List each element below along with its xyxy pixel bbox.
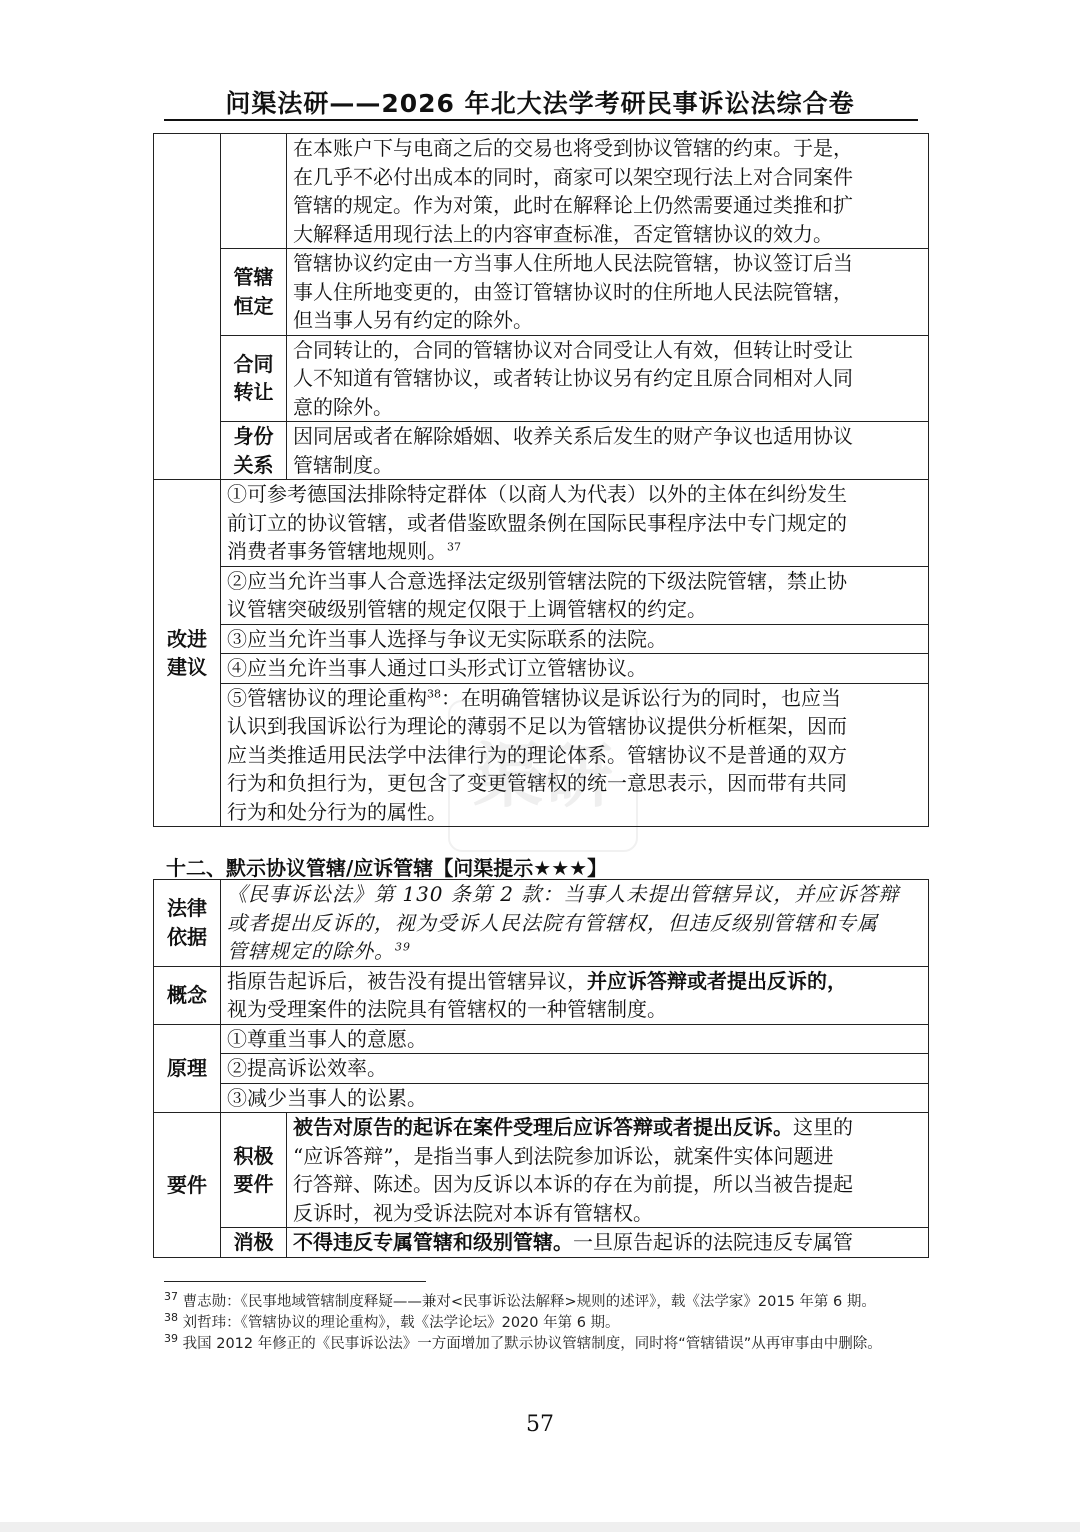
label-legal-basis: 法律 依据: [154, 880, 221, 967]
label-improvement-suggestions: 改进 建议: [154, 480, 221, 827]
footnote-rule: [164, 1281, 426, 1282]
continued-text-cell: 在本账户下与电商之后的交易也将受到协议管辖的约束。于是， 在几乎不必付出成本的同时，商家可以架空现行法上对合同案件 管辖的规定。作为对策，此时在解释论上仍然需要通过类推和扩 大解释适用现行法上的内容审查标准，否定管辖协议的效力。: [287, 134, 929, 249]
page-header-title: 问渠法研——2026 年北大法学考研民事诉讼法综合卷: [225, 89, 855, 118]
footnote: $^{38}$ 刘哲玮：《管辖协议的理论重构》，载《法学论坛》2020 年第 6 期。: [164, 1311, 620, 1331]
implied-jurisdiction-table: [153, 879, 929, 1258]
footnote: $^{39}$ 我国 2012 年修正的《民事诉讼法》一方面增加了默示协议管辖制度，同时将“管辖错误”从再审事由中删除。: [164, 1332, 882, 1352]
page-number: 57: [526, 1412, 554, 1437]
principle-item: ③减少当事人的讼累。: [221, 1083, 929, 1113]
principle-item: ①尊重当事人的意愿。: [221, 1024, 929, 1054]
suggestion-item: ②应当允许当事人合意选择法定级别管辖法院的下级法院管辖，禁止协 议管辖突破级别管辖的规定仅限于上调管辖权的约定。: [221, 566, 929, 624]
jurisdiction-constancy-text: 管辖协议约定由一方当事人住所地人民法院管辖，协议签订后当 事人住所地变更的，由签订管辖协议时的住所地人民法院管辖， 但当事人另有约定的除外。: [287, 249, 929, 336]
positive-requirement-text: 被告对原告的起诉在案件受理后应诉答辩或者提出反诉。这里的 “应诉答辩”，是指当事人到法院参加诉讼，就案件实体问题进 行答辩、陈述。因为反诉以本诉的存在为前提，所以当被告提起 反诉时，视为受诉法院对本诉有管辖权。: [287, 1113, 929, 1228]
label-contract-transfer: 合同 转让: [221, 335, 287, 422]
suggestion-item: ①可参考德国法排除特定群体（以商人为代表）以外的主体在纠纷发生 前订立的协议管辖，或者借鉴欧盟条例在国际民事程序法中专门规定的 消费者事务管辖地规则。$^{37}$: [221, 480, 929, 567]
identity-relation-text: 因同居或者在解除婚姻、收养关系后发生的财产争议也适用协议 管辖制度。: [287, 422, 929, 480]
section-title: 十二、默示协议管辖/应诉管辖【问渠提示★★★】: [166, 856, 608, 880]
label-positive-requirement: 积极 要件: [221, 1113, 287, 1228]
label-principle: 原理: [154, 1024, 221, 1113]
contract-transfer-text: 合同转让的，合同的管辖协议对合同受让人有效，但转让时受让 人不知道有管辖协议，或者转让协议另有约定且原合同相对人同 意的除外。: [287, 335, 929, 422]
footnote: $^{37}$ 曹志勋：《民事地域管辖制度释疑——兼对<民事诉讼法解释>规则的述评》，载《法学家》2015 年第 6 期。: [164, 1290, 876, 1310]
label-concept: 概念: [154, 966, 221, 1024]
agreement-jurisdiction-table: [153, 133, 929, 827]
page-bottom-edge: [0, 1522, 1080, 1532]
label-identity-relation: 身份 关系: [221, 422, 287, 480]
negative-requirement-text: 不得违反专属管辖和级别管辖。一旦原告起诉的法院违反专属管: [287, 1228, 929, 1258]
label-negative-requirement: 消极: [221, 1228, 287, 1258]
header-rule: [164, 119, 918, 121]
watermark-seal: 渠研: [448, 700, 638, 852]
concept-text: 指原告起诉后，被告没有提出管辖异议，并应诉答辩或者提出反诉的， 视为受理案件的法院具有管辖权的一种管辖制度。: [221, 966, 929, 1024]
legal-basis-text: 《民事诉讼法》第 130 条第 2 款：当事人未提出管辖异议，并应诉答辩 或者提出反诉的，视为受诉人民法院有管辖权，但违反级别管辖和专属 管辖规定的除外。$^{39}$: [221, 880, 929, 967]
footnotes: [164, 1292, 924, 1355]
label-jurisdiction-constancy: 管辖 恒定: [221, 249, 287, 336]
suggestion-item: ⑤管辖协议的理论重构$^{38}$：在明确管辖协议是诉讼行为的同时，也应当 认识到我国诉讼行为理论的薄弱不足以为管辖协议提供分析框架，因而 应当类推适用民法学中法律行为的理论体系。管辖协议不是普通的双方 行为和负担行为，更包含了变更管辖权的统一意思表示，因而带有共同 行为和处分行为的属性。: [221, 683, 929, 827]
label-requirements: 要件: [154, 1113, 221, 1258]
principle-item: ②提高诉讼效率。: [221, 1054, 929, 1084]
suggestion-item: ④应当允许当事人通过口头形式订立管辖协议。: [221, 654, 929, 684]
suggestion-item: ③应当允许当事人选择与争议无实际联系的法院。: [221, 624, 929, 654]
